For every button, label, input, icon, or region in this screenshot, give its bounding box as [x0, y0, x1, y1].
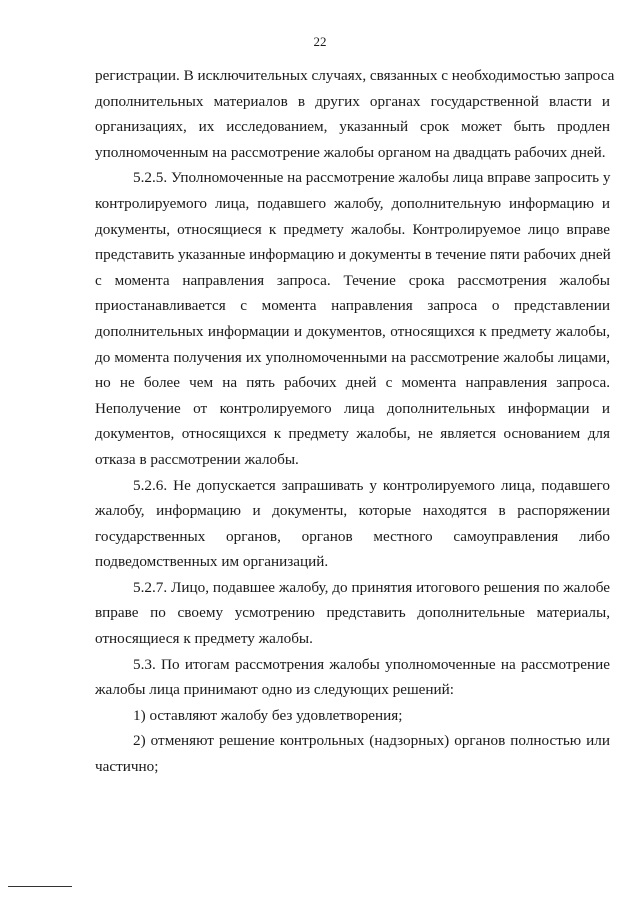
text-line: государственных органов, органов местного самоуправления либо	[95, 527, 610, 545]
text-line: дополнительных материалов в других органах государственной власти и	[95, 92, 610, 110]
text-line: дополнительных информации и документов, относящихся к предмету жалобы,	[95, 322, 610, 340]
text-line: регистрации. В исключительных случаях, связанных с необходимостью запроса	[95, 67, 615, 84]
text-line: 5.2.6. Не допускается запрашивать у контролируемого лица, подавшего	[133, 476, 610, 494]
text-line: 5.3. По итогам рассмотрения жалобы уполномоченные на рассмотрение	[133, 655, 610, 673]
text-line: 1) оставляют жалобу без удовлетворения;	[133, 706, 403, 724]
document-body	[95, 63, 615, 780]
footnote-divider	[8, 886, 72, 887]
text-line: Неполучение от контролируемого лица дополнительных информации и	[95, 399, 610, 417]
text-line: 5.2.5. Уполномоченные на рассмотрение жалобы лица вправе запросить у	[133, 169, 611, 187]
text-line: документов, относящихся к предмету жалобы, не является основанием для	[95, 425, 610, 443]
text-line: вправе по своему усмотрению представить дополнительные материалы,	[95, 604, 610, 622]
page-number: 22	[313, 34, 327, 49]
text-line: уполномоченным на рассмотрение жалобы органом на двадцать рабочих дней.	[95, 143, 606, 161]
text-line: 5.2.7. Лицо, подавшее жалобу, до принятия итогового решения по жалобе	[133, 578, 610, 596]
text-line: 2) отменяют решение контрольных (надзорных) органов полностью или	[133, 732, 610, 750]
text-line: с момента направления запроса. Течение срока рассмотрения жалобы	[95, 271, 610, 289]
text-line: документы, относящиеся к предмету жалобы. Контролируемое лицо вправе	[95, 220, 610, 238]
text-line: представить указанные информацию и документы в течение пяти рабочих дней	[95, 246, 611, 264]
text-line: отказа в рассмотрении жалобы.	[95, 450, 299, 468]
text-line: приостанавливается с момента направления запроса о представлении	[95, 297, 610, 315]
text-line: жалобу, информацию и документы, которые находятся в распоряжении	[95, 502, 610, 520]
text-line: жалобы лица принимают одно из следующих решений:	[95, 681, 455, 699]
text-line: подведомственных им организаций.	[95, 553, 329, 571]
text-line: относящиеся к предмету жалобы.	[95, 630, 313, 648]
text-line: контролируемого лица, подавшего жалобу, дополнительную информацию и	[95, 194, 610, 212]
text-line: до момента получения их уполномоченными на рассмотрение жалобы лицами,	[95, 348, 610, 366]
text-line: частично;	[95, 758, 159, 776]
text-line: но не более чем на пять рабочих дней с момента направления запроса.	[95, 374, 610, 392]
text-line: организациях, их исследованием, указанный срок может быть продлен	[95, 118, 610, 136]
